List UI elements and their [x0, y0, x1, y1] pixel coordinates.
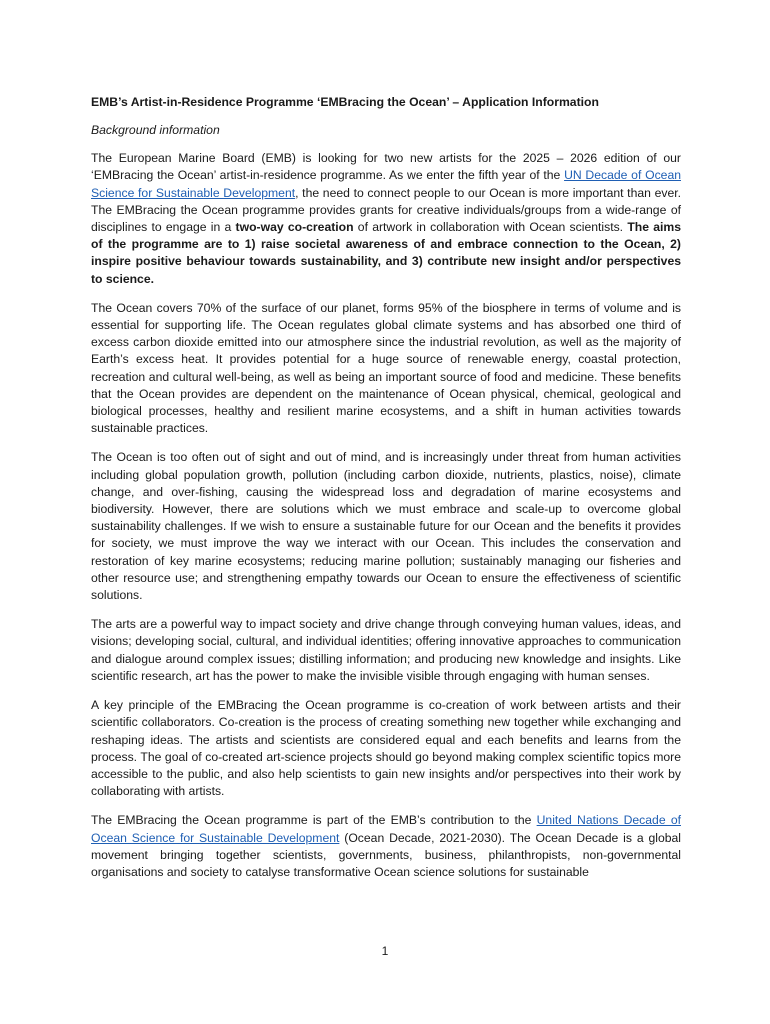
paragraph-intro [91, 150, 681, 288]
paragraph-arts-impact: The arts are a powerful way to impact society and drive change through conveying human values, ideas, and visions; developing social, cultural, and individual identities; offering innovative approaches to communication and dialogue around complex issues; distilling information; and producing new knowledge and insights. Like scientific research, art has the power to make the invisible visible through engaging with human senses. [91, 617, 681, 683]
two-way-co-creation-bold: two-way co-creation [235, 220, 354, 235]
page-number: 1 [381, 944, 389, 958]
document-title: EMB’s Artist-in-Residence Programme ‘EMBracing the Ocean’ – Application Information [91, 95, 599, 109]
intro-text-b: , the need to connect people to our Ocean is more important than ever. The EMBracing the Ocean programme provides grants for creative individuals/groups from a wide-range of disciplines to engage in a [91, 185, 682, 235]
paragraph-ocean-decade [91, 812, 681, 881]
intro-text-c: of artwork in collaboration with Ocean scientists. [353, 220, 628, 235]
section-heading: Background information [91, 123, 220, 137]
paragraph-ocean-facts: The Ocean covers 70% of the surface of our planet, forms 95% of the biosphere in terms of volume and is essential for supporting life. The Ocean regulates global climate systems and has absorbed one third of excess carbon dioxide emitted into our atmosphere since the industrial revolution, as well as the majority of Earth’s excess heat. It provides potential for a huge source of renewable energy, coastal protection, recreation and cultural well-being, as well as being an important source of food and medicine. These benefits that the Ocean provides are dependent on the maintenance of Ocean physical, chemical, geological and biological processes, healthy and resilient marine ecosystems, and a shift in human activities towards sustainable practices. [91, 300, 681, 436]
paragraph-co-creation: A key principle of the EMBracing the Ocean programme is co-creation of work between artists and their scientific collaborators. Co-creation is the process of creating something new together while exchanging and reshaping ideas. The artists and scientists are considered equal and each benefits and learns from the process. The goal of co-created art-science projects should go beyond making complex scientific topics more accessible to the public, and also help scientists to gain new insights and/or perspectives into their work by collaborating with artists. [91, 698, 681, 799]
decade-text-b: (Ocean Decade, 2021-2030). The Ocean Decade is a global movement bringing together scientists, governments, business, philanthropists, non-governmental organisations and society to catalyse transformative Ocean science solutions for sustainable [91, 830, 681, 879]
decade-text-a: The EMBracing the Ocean programme is part of the EMB’s contribution to the [91, 813, 537, 828]
programme-aims-bold: The aims of the programme are to 1) raise societal awareness of and embrace connection to the Ocean, 2) inspire positive behaviour towards sustainability, and 3) contribute new insight and/or perspectives to science. [91, 220, 682, 286]
document-body [91, 94, 681, 893]
un-decade-link[interactable]: UN Decade of Ocean Science for Sustainable Development [91, 168, 681, 200]
united-nations-decade-link[interactable]: United Nations Decade of Ocean Science for Sustainable Development [91, 813, 681, 845]
intro-text-a: The European Marine Board (EMB) is looking for two new artists for the 2025 – 2026 edition of our ‘EMBracing the Ocean’ artist-in-residence programme. As we enter the fifth year of the [91, 151, 681, 183]
paragraph-ocean-threats: The Ocean is too often out of sight and out of mind, and is increasingly under threat from human activities including global population growth, pollution (including carbon dioxide, nutrients, plastics, noise), climate change, and over-fishing, causing the widespread loss and degradation of marine ecosystems and biodiversity. However, there are solutions which we must embrace and scale-up to overcome global sustainability challenges. If we wish to ensure a sustainable future for our Ocean and the benefits it provides for society, we must improve the way we interact with our Ocean. This includes the conservation and restoration of key marine ecosystems; reducing marine pollution; sustainably managing our fisheries and other resource use; and strengthening empathy towards our Ocean to ensure the effectiveness of scientific solutions. [91, 450, 681, 603]
